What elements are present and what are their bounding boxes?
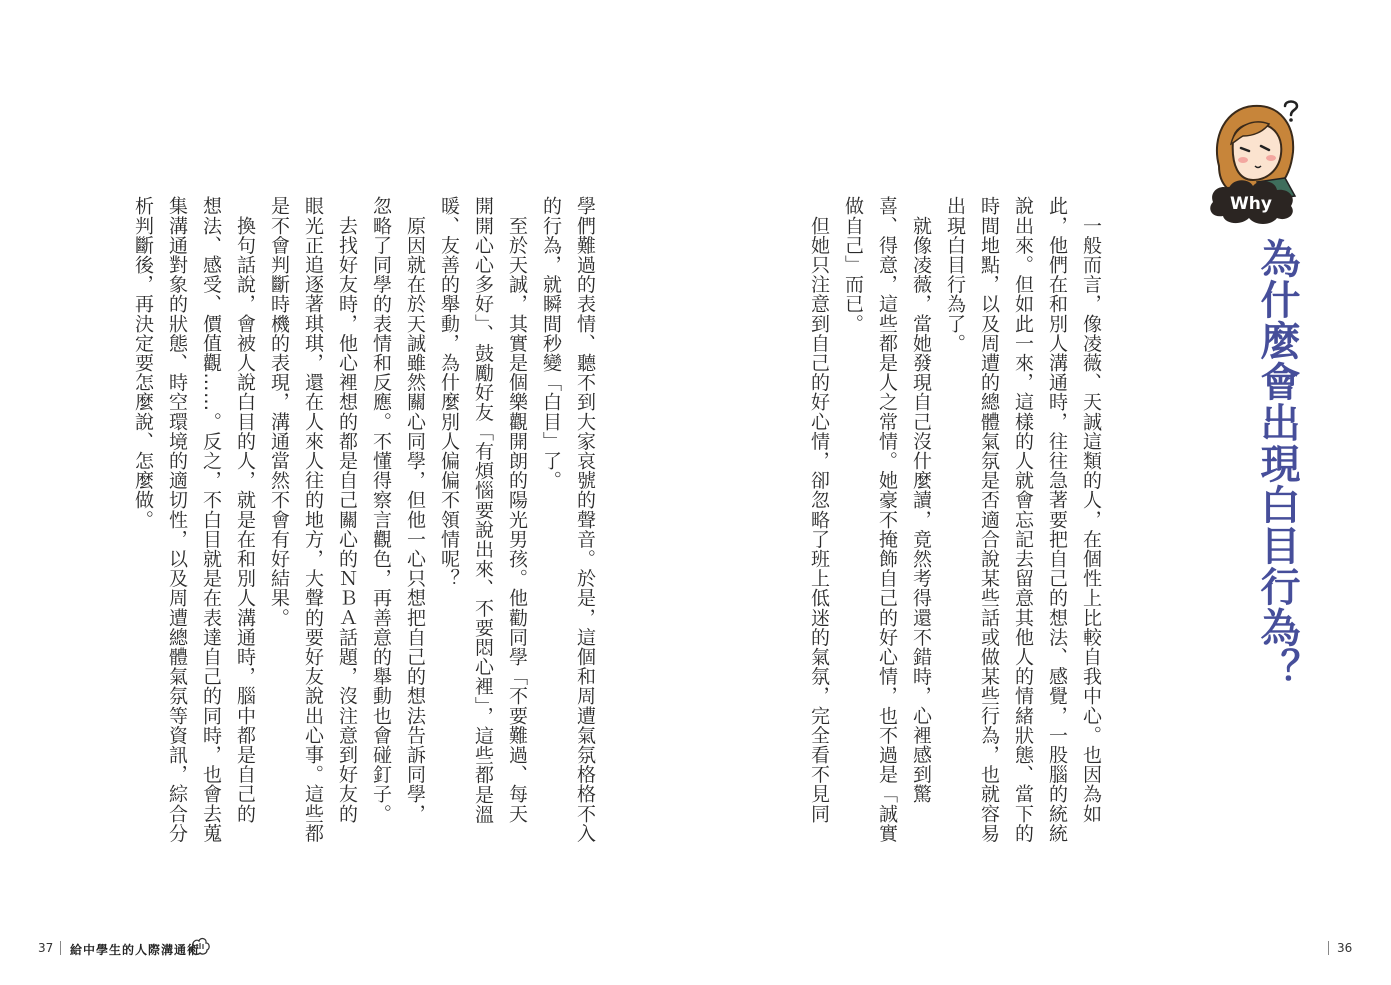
footer-rule [1328,941,1329,955]
paragraph-line: 換句話說，會被人說白目的人，就是在和別人溝通時，腦中都是自己的 [234,196,256,824]
paragraph-line: 但她只注意到自己的好心情，卻忽略了班上低迷的氣氛，完全看不見同 [808,196,830,824]
paragraph-line: 忽略了同學的表情和反應。不懂得察言觀色，再善意的舉動也會碰釘子。 [370,196,392,824]
page-number-right: 36 [1337,941,1353,955]
why-badge [1205,96,1315,226]
paragraph-line: 此，他們在和別人溝通時，往往急著要把自己的想法、感覺，一股腦的統統 [1046,196,1068,843]
paragraph-line: 學們難過的表情、聽不到大家哀號的聲音。於是，這個和周遭氣氛格格不入 [574,196,596,843]
paragraph-line: 想法、感受、價值觀……。反之，不白目就是在表達自己的同時，也會去蒐 [200,196,222,843]
paragraph-line: 至於天誠，其實是個樂觀開朗的陽光男孩。他勸同學「不要難過、每天 [506,196,528,824]
paragraph-line: 原因就在於天誠雖然關心同學，但他一心只想把自己的想法告訴同學， [404,196,426,824]
paragraph-line: 喜、得意，這些都是人之常情。她豪不掩飾自己的好心情，也不過是「誠實 [876,196,898,843]
paragraph-line: 去找好友時，他心裡想的都是自己關心的ＮＢＡ話題，沒注意到好友的 [336,196,358,824]
section-heading: 為什麼會出現白目行為？ [1254,238,1300,689]
paragraph-line: 的行為，就瞬間秒變「白目」了。 [540,196,562,490]
paragraph-line: 就像凌薇，當她發現自己沒什麼讀，竟然考得還不錯時，心裡感到驚 [910,196,932,804]
book-icon [188,934,212,958]
page-number-left: 37 [38,941,54,955]
paragraph-line: 暖、友善的舉動，為什麼別人偏偏不領情呢？ [438,196,460,588]
paragraph-line: 眼光正追逐著琪琪，還在人來人往的地方，大聲的要好友說出心事。這些都 [302,196,324,843]
footer-rule [60,941,61,955]
paragraph-line: 開開心心多好」、鼓勵好友「有煩惱要說出來、不要悶心裡」，這些都是溫 [472,196,494,824]
paragraph-line: 出現白目行為了。 [944,196,966,353]
paragraph-line: 時間地點，以及周遭的總體氣氛是否適合說某些話或做某些行為，也就容易 [978,196,1000,843]
question-mark-icon [1281,98,1301,124]
book-title: 給中學生的人際溝通術 [70,943,201,957]
paragraph-line: 一般而言，像凌薇、天誠這類的人，在個性上比較自我中心。也因為如 [1080,196,1102,824]
paragraph-line: 說出來。但如此一來，這樣的人就會忘記去留意其他人的情緒狀態、當下的 [1012,196,1034,843]
paragraph-line: 做自己」而已。 [842,196,864,334]
why-badge-label: Why [1230,194,1272,214]
paragraph-line: 析判斷後，再決定要怎麼說、怎麼做。 [132,196,154,530]
paragraph-line: 是不會判斷時機的表現，溝通當然不會有好結果。 [268,196,290,628]
paragraph-line: 集溝通對象的狀態、時空環境的適切性，以及周遭總體氣氛等資訊，綜合分 [166,196,188,843]
